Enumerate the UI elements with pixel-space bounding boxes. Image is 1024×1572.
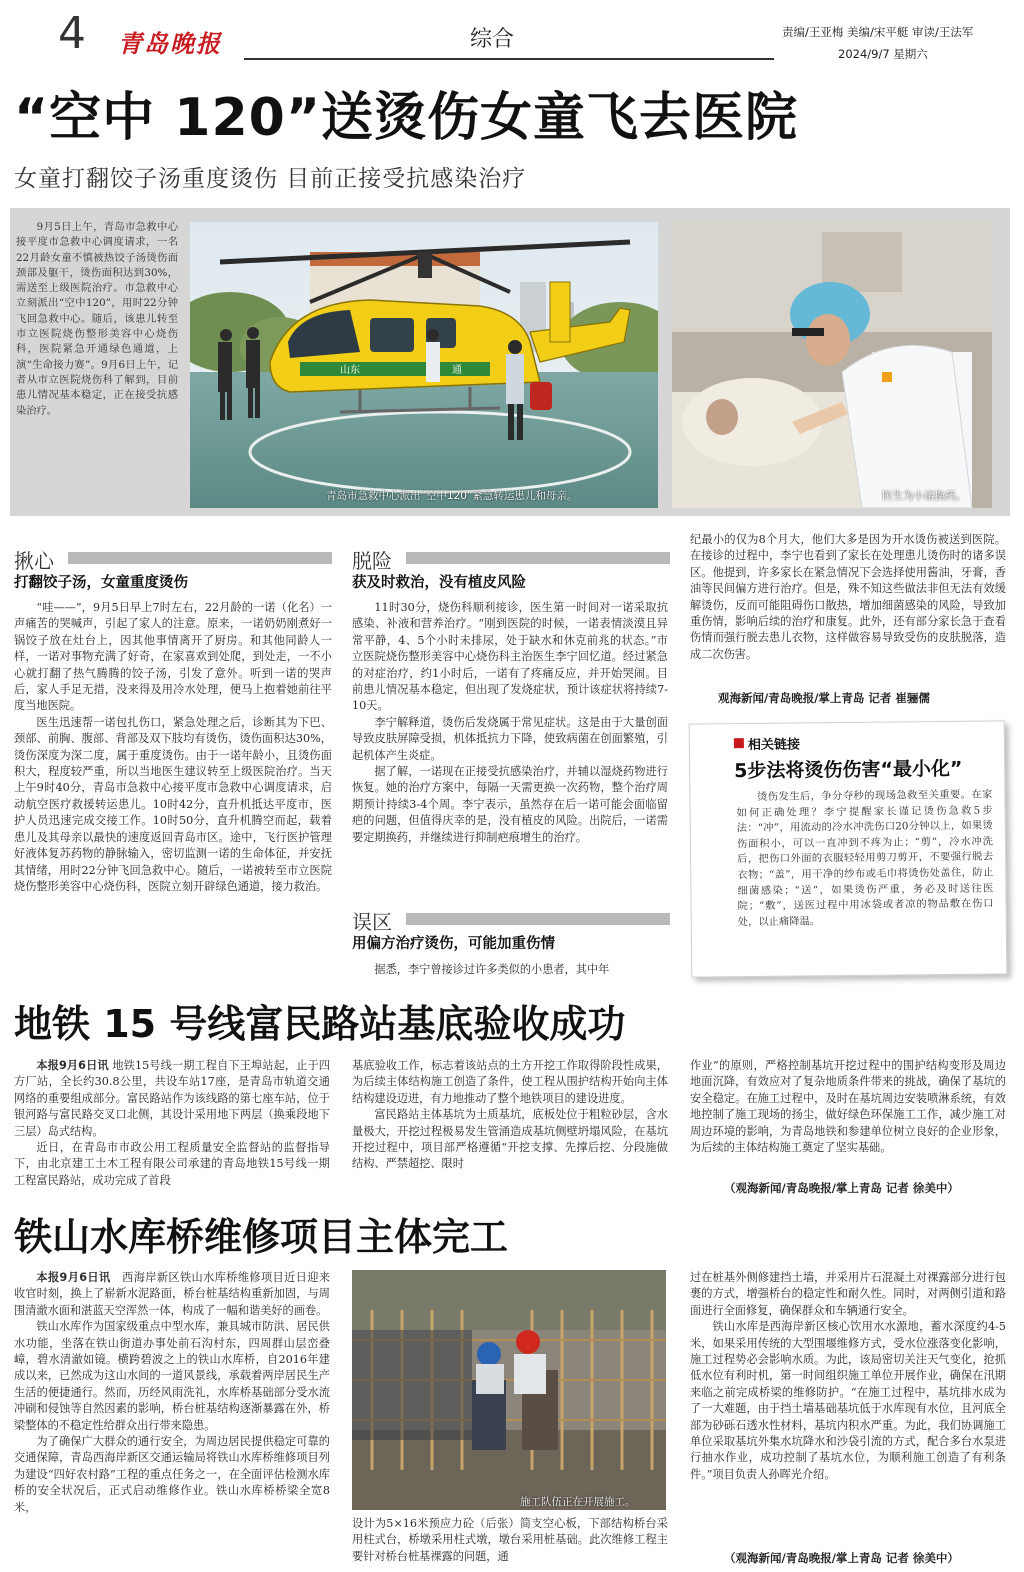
paragraph: 基底验收工作，标志着该站点的土方开挖工作取得阶段性成果，为后续主体结构施工创造了条件，使工程从围护结构开始向主体结构建设迈进，有力地推动了整个地铁项目的建设进度。 bbox=[352, 1059, 668, 1105]
doctor-photo-caption: 医生为小诺换药。 bbox=[882, 490, 966, 502]
issue-date: 2024/9/7 星期六 bbox=[838, 47, 928, 61]
related-tag: 相关链接 bbox=[747, 737, 801, 754]
paragraph: 铁山水库作为国家级重点中型水库，兼具城市防洪、居民供水功能，坐落在铁山街道办事处前石沟村东，四周群山层峦叠嶂，碧水清澈如镜。横跨碧波之上的铁山水库桥，自2016年建成以来，已然成为这山水间的一道风景线，承载着两岸居民生产生活的便捷通行。然而，历经风雨洗礼，水库桥基础部分受水流冲刷和侵蚀等自然因素的影响，桥台桩基结构逐渐暴露在外，桥梁整体的不稳定性给群众出行带来隐患。 bbox=[14, 1320, 330, 1432]
paragraph bbox=[14, 1058, 330, 1140]
story1-column-3 bbox=[690, 532, 1006, 664]
related-title: 5步法将烫伤伤害“最小化” bbox=[734, 757, 963, 783]
story2-lead: 本报9月6日讯 bbox=[36, 1059, 109, 1072]
story1-column-2-tail bbox=[352, 962, 668, 982]
story2-headline: 地铁 15 号线富民路站基底验收成功 bbox=[14, 1002, 626, 1046]
story1-byline: 观海新闻/青岛晚报/掌上青岛 记者 崔骊儒 bbox=[718, 691, 930, 705]
doctor-photo bbox=[672, 222, 992, 508]
related-body: 烫伤发生后，争分夺秒的现场急救至关重要。在家如何正确处理？李宁提醒家长谨记烫伤急救5步法：“冲”，用流动的冷水冲洗伤口20分钟以上，如果烫伤面积小，可以一直冲到不疼为止；“剪”，冷水冲洗后，把伤口外面的衣服轻轻用剪刀剪开，不要强行脱去衣物；“盖”，用干净的纱布或毛巾将烫伤处盖住，防止细菌感染；“送”，如果烫伤严重，务必及时送往医院；“敷”，送医过程中用冰袋或者凉的物品敷在伤口处，以止痛降温。 bbox=[736, 788, 994, 928]
section-subhead-2: 获及时救治，没有植皮风险 bbox=[352, 575, 526, 591]
construction-photo-caption: 施工队伍正在开展施工。 bbox=[520, 1496, 636, 1508]
section-keyword-3: 误区 bbox=[352, 910, 392, 934]
paragraph: 铁山水库是西海岸新区核心饮用水水源地，蓄水深度约4-5米，如果采用传统的大型围堰维修方式，受水位涨落变化影响，施工过程势必会影响水质。为此，该局密切关注天气变化，抢抓低水位有利时机，第一时间组织施工单位开展作业，确保在汛期来临之前完成桥梁的维修防护。“在施工过程中，基坑排水成为了一大难题，由于挡土墙基础基坑低于水库现有水位，且河底全部为砂砾石透水性材料，基坑内积水严重。为此，我们协调施工单位采取基坑外集水坑降水和沙袋引流的方式，配合多台水泵进行抽水作业，成功控制了基坑水位，为顺利施工创造了有利条件。”项目负责人孙晖光介绍。 bbox=[690, 1320, 1006, 1481]
story2-column-1 bbox=[14, 1058, 330, 1196]
related-tag-marker bbox=[734, 738, 744, 748]
paragraph: 过在桩基外侧修建挡土墙，并采用片石混凝土对裸露部分进行包裹的方式，增强桥台的稳定性和耐久性。同时，对两侧引道和路面进行全面修复，确保群众和车辆通行安全。 bbox=[690, 1271, 1006, 1317]
section-keyword-1: 揪心 bbox=[14, 549, 54, 573]
paragraph: 为了确保广大群众的通行安全，为周边居民提供稳定可靠的交通保障，青岛西海岸新区交通运输局将铁山水库桥维修项目列为建设“四好农村路”工程的重点任务之一，在全面评估检测水库桥的安全状况后，正式启动维修作业。铁山水库桥桥梁全宽8米， bbox=[14, 1435, 330, 1514]
story1-column-1 bbox=[14, 600, 332, 985]
page-number: 4 bbox=[58, 8, 86, 59]
story2-column-2 bbox=[352, 1058, 668, 1196]
section-bar-2 bbox=[406, 552, 670, 564]
paragraph: 设计为5×16米预应力砼（后张）简支空心板，下部结构桥台采用柱式台，桥墩采用柱式墩，墩台采用桩基础。此次维修工程主要针对桥台桩基裸露的问题，通 bbox=[352, 1517, 668, 1563]
story3-column-3 bbox=[690, 1270, 1006, 1546]
story3-column-2-bottom bbox=[352, 1516, 668, 1568]
related-link-box bbox=[689, 720, 1008, 977]
paper-name-logo: 青岛晚报 bbox=[118, 29, 222, 58]
section-name: 综合 bbox=[470, 27, 515, 52]
helicopter-livery-text: 山东 bbox=[340, 365, 360, 376]
section-keyword-2: 脱险 bbox=[352, 549, 392, 573]
paragraph: 纪最小的仅为8个月大，他们大多是因为开水烫伤被送到医院。在接诊的过程中，李宁也看到了家长在处理患儿烫伤时的诸多误区。他提到，许多家长在紧急情况下会选择使用酱油，牙膏，香油等民间偏方进行治疗。但是，殊不知这些做法非但无法有效缓解烫伤，反而可能阻碍伤口散热，增加细菌感染的风险，导致加重伤情，影响后续的治疗和康复。此外，还有部分家长急于查看伤情而强行脱去患儿衣物，这样做容易导致受伤的皮肤脱落，造成二次伤害。 bbox=[690, 533, 1006, 661]
story3-lead: 本报9月6日讯 bbox=[36, 1271, 111, 1284]
paragraph: 富民路站主体基坑为土质基坑，底板处位于粗粒砂层，含水量极大，开挖过程极易发生管涌造成基坑侧壁坍塌风险，在基坑开挖过程中，项目部严格遵循“开挖支撑、先撑后挖、分段施做结构、严禁超挖、限时 bbox=[352, 1108, 668, 1171]
story1-column-2 bbox=[352, 600, 668, 896]
section-subhead-1: 打翻饺子汤，女童重度烫伤 bbox=[14, 575, 188, 591]
construction-photo bbox=[352, 1270, 666, 1510]
story2-column-3 bbox=[690, 1058, 1006, 1180]
doctor-photo-art bbox=[672, 222, 992, 508]
paragraph-text: 西海岸新区铁山水库桥维修项目近日迎来收官时刻，换上了崭新水泥路面，桥台桩基结构重新加固，与周围清澈水面和湛蓝天空浑然一体，构成了一幅和谐美好的画卷。 bbox=[14, 1271, 330, 1317]
paragraph: 李宁解释道，烫伤后发烧属于常见症状。这是由于大量创面导致皮肤屏障受损，机体抵抗力下降，使致病菌在创面繁殖，引起机体产生炎症。 bbox=[352, 715, 668, 762]
paragraph: 作业”的原则，严格控制基坑开挖过程中的围护结构变形及周边地面沉降，有效应对了复杂地质条件带来的挑战，确保了基坑的安全稳定。在施工过程中，及时在基坑周边安装喷淋系统，有效地控制了施工现场的扬尘，做好绿色环保施工工作，减少施工对周边环境的影响，为青岛地铁和参建单位树立良好的企业形象，为后续的主体结构施工奠定了坚实基础。 bbox=[690, 1059, 1006, 1155]
paragraph: 据了解，一诺现在正接受抗感染治疗，并辅以湿烧药物进行恢复。她的治疗方案中，每隔一天需更换一次药物，整个治疗周期预计持续3-4个周。李宁表示，虽然存在后一诺可能会面临留疤的问题，但值得庆幸的是，没有植皮的风险。出院后，一诺需要定期换药，并继续进行抑制疤痕增生的治疗。 bbox=[352, 765, 668, 844]
section-bar-1 bbox=[68, 552, 332, 564]
paragraph: 11时30分，烧伤科顺利接诊，医生第一时间对一诺采取抗感染、补液和营养治疗。“刚到医院的时候，一诺表情淡漠且异常平静，4、5个小时未排尿，处于缺水和休克前兆的状态。”市立医院烧伤整形美容中心烧伤科主治医生李宁回忆道。经过紧急的对症治疗，约1小时后，一诺有了疼痛反应，并开始哭闹。目前患儿情况基本稳定，但出现了发烧症状，预计该症状将持续7-10天。 bbox=[352, 601, 668, 713]
helicopter-photo bbox=[190, 222, 658, 508]
editors-credit: 责编/王亚梅 美编/宋平艇 审读/王法军 bbox=[782, 25, 974, 39]
helicopter-photo-caption: 青岛市急救中心派出“空中120”紧急转运患儿和母亲。 bbox=[326, 490, 578, 502]
story3-column-1 bbox=[14, 1270, 330, 1568]
helicopter-photo-art bbox=[190, 222, 658, 508]
story3-byline: （观海新闻/青岛晚报/掌上青岛 记者 徐美中） bbox=[724, 1551, 959, 1565]
masthead-rule bbox=[244, 58, 774, 60]
section-subhead-3: 用偏方治疗烫伤，可能加重伤情 bbox=[352, 936, 555, 952]
construction-photo-art bbox=[352, 1270, 666, 1510]
paragraph: 据悉，李宁曾接诊过许多类似的小患者，其中年 bbox=[374, 963, 610, 976]
paragraph: 近日，在青岛市市政公用工程质量安全监督站的监督指导下，由北京建工土木工程有限公司承建的青岛地铁15号线一期工程富民路站，成功完成了首段 bbox=[14, 1141, 330, 1187]
story1-intro: 9月5日上午，青岛市急救中心接平度市急救中心调度请求，一名22月龄女童不慎被热饺子汤烫伤面颈部及躯干，烫伤面积达到30%，需送至上级医院治疗。市急救中心立刻派出“空中120”，用时22分钟飞回急救中心。随后，该患儿转至市立医院烧伤整形美容中心烧伤科，医院紧急开通绿色通道，上演“生命接力赛”。9月6日上午，记者从市立医院烧伤科了解到，目前患儿情况基本稳定，正在接受抗感染治疗。 bbox=[16, 221, 178, 417]
story1-headline: “空中 120”送烫伤女童飞去医院 bbox=[14, 88, 799, 148]
helicopter-livery-text-2: 通 bbox=[452, 365, 462, 376]
section-bar-3 bbox=[406, 913, 670, 925]
paragraph: 医生迅速帮一诺包扎伤口，紧急处理之后，诊断其为下巴、颈部、前胸、腹部、背部及双下肢均有烫伤，烫伤面积达30%，烫伤深度为深二度，属于重度烫伤。由于一诺年龄小，且烫伤面积大，程度较严重，所以当地医生建议转至上级医院治疗。当天上午9时40分，青岛市急救中心接平度市急救中心调度请求，启动航空医疗救援转运患儿。10时42分，直升机抵达平度市，医护人员迅速完成交接工作。10时50分，直升机腾空而起，载着患儿及其母亲以最快的速度返回青岛市区。途中，飞行医护管理好液体复苏药物的静脉输入，密切监测一诺的生命体征，并安抚其情绪，用时22分钟飞回急救中心。随后，一诺被转至市立医院烧伤整形美容中心烧伤科，医院立刻开辟绿色通道，接力救治。 bbox=[14, 715, 332, 893]
paragraph-text: 地铁15号线一期工程自下王埠站起，止于四方厂站，全长约30.8公里，共设车站17座，是青岛市轨道交通网络的重要组成部分。富民路站作为该线路的第七座车站，位于银河路与富民路交叉口北侧，其设计采用地下两层（换乘段地下三层）岛式结构。 bbox=[14, 1059, 330, 1138]
story1-subheadline: 女童打翻饺子汤重度烫伤 目前正接受抗感染治疗 bbox=[14, 166, 527, 192]
story3-headline: 铁山水库桥维修项目主体完工 bbox=[14, 1215, 509, 1259]
paragraph: “哇——”，9月5日早上7时左右，22月龄的一诺（化名）一声痛苦的哭喊声，引起了家人的注意。原来，一诺奶奶刚煮好一锅饺子放在灶台上，因其他事情离开了厨房。和其他同龄人一样，一诺对事物充满了好奇，在家喜欢到处爬，到处走，一不小心就打翻了热气腾腾的饺子汤，引发了意外。听到一诺的哭声后，家人手足无措，没来得及用冷水处理，便马上抱着她前往平度当地医院。 bbox=[14, 601, 332, 713]
story2-byline: （观海新闻/青岛晚报/掌上青岛 记者 徐美中） bbox=[724, 1181, 959, 1195]
paragraph bbox=[14, 1270, 330, 1319]
